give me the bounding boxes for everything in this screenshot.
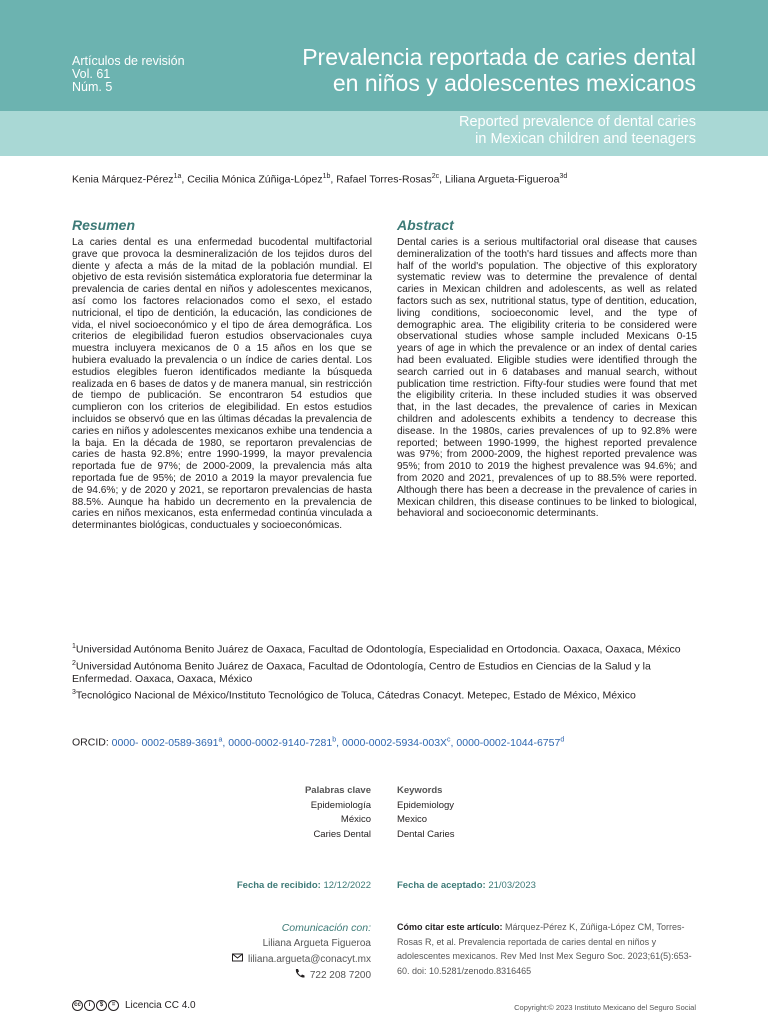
keyword-en: Dental Caries [397, 828, 455, 840]
article-title [176, 44, 696, 96]
keywords-es-heading: Palabras clave [304, 785, 371, 796]
affiliation-sup: 2 [72, 659, 76, 667]
abstract-text: Dental caries is a serious multifactorial oral disease that causes demineralization of the tooth's hard tissues and affects more than half of the world's population. The objective of this exploratory systematic review was to determine the prevalence of dental caries in Mexican children and adolescents, as well as related factors such as sex, nutritional status, type of dentition, education, living conditions, socioeconomic level, and the type of demographic area. The eligibility criteria to be considered were observational studies whose sample included Mexicans 0-15 years of age in which the prevalence or an index of dental caries had been evaluated. Eligible studies were identified through the search carried out in 6 databases and manual search, without publication time restriction. Fifty-four studies were found that met the eligibility criteria. In these included studies it was observed that, in the last decades, the prevalence of caries in Mexican children and adolescents exhibits a tendency to decrease this disease. In the 1980s, caries prevalences of up to 92.8% were reported; between 1990-1999, the highest reported prevalence was 97%; from 2000-2009, the highest reported prevalence was 95%; from 2010 to 2019 the highest prevalence was 94.6%; and from 2020 and 2021, prevalences of up to 88.5% were reported. Although there has been a decrease in the prevalence of caries in Mexican children, this disease continues to be linked to biological, behavioral and socioeconomic determinants. [397, 237, 697, 520]
correspondence-email[interactable]: liliana.argueta@conacyt.mx [248, 954, 371, 965]
subtitle-line-2: in Mexican children and teenagers [475, 131, 696, 147]
orcid-sup: c [447, 736, 451, 743]
number-label: Núm. 5 [72, 80, 113, 94]
volume-label: Vol. 61 [72, 67, 111, 81]
article-subtitle [176, 114, 696, 148]
affiliation-sup: 1 [72, 643, 76, 650]
orcid-link[interactable]: 0000-0002-1044-6757 [456, 736, 561, 749]
received-label: Fecha de recibido: [236, 880, 321, 891]
orcid-sup: a [218, 736, 223, 743]
correspondence-phone-row [232, 968, 371, 984]
abstract-heading: Abstract [397, 217, 454, 233]
affiliation-item [72, 657, 702, 687]
correspondence-heading: Comunicación con: [281, 922, 371, 934]
orcid-label: ORCID: [72, 736, 109, 749]
license [72, 1000, 196, 1011]
phone-icon [294, 968, 305, 979]
keywords-english [397, 784, 455, 842]
affiliation-text: Universidad Autónoma Benito Juárez de Oaxaca, Facultad de Odontología, Centro de Estudios en Ciencias de la Salud y la Enfermedad. Oaxaca, Oaxaca, México [72, 660, 651, 685]
keywords-spanish [305, 784, 371, 842]
author-name: Rafael Torres-Rosas [336, 173, 432, 186]
keyword-es: Epidemiología [310, 799, 371, 811]
subtitle-line-1: Reported prevalence of dental caries [459, 114, 696, 130]
keyword-es: México [340, 814, 371, 825]
keyword-es: Caries Dental [313, 828, 371, 840]
accepted-date [397, 880, 536, 891]
citation-text: Márquez-Pérez K, Zúñiga-López CM, Torres-Rosas R, et al. Prevalencia reportada de caries dental en niños y adolescentes mexicanos. Rev Med Inst Mex Seguro Soc. 2023;61(5):653-60. doi: 10.5281/zenodo.8316465 [397, 922, 692, 976]
affiliation-item [72, 686, 702, 703]
resumen-heading: Resumen [72, 217, 136, 233]
affiliation-item [72, 640, 702, 657]
keyword-en: Epidemiology [397, 799, 455, 811]
email-icon [232, 952, 243, 963]
author-sup: 1b [322, 173, 331, 180]
license-label: Licencia CC 4.0 [125, 1000, 196, 1011]
citation-block [397, 920, 703, 978]
cc-license-icon: cc i $ = [72, 1000, 120, 1011]
author-name: Cecilia Mónica Zúñiga-López [187, 173, 323, 186]
orcid-link[interactable]: 0000-0002-5934-003X [341, 736, 448, 749]
keyword-en: Mexico [397, 814, 428, 825]
correspondence-name: Liliana Argueta Figueroa [262, 938, 371, 949]
orcid-link[interactable]: 0000- 0002-0589-3691 [111, 736, 219, 749]
correspondence-email-row [232, 952, 371, 968]
orcid-line: ORCID: 0000- 0002-0589-3691$^a$, 0000-0002-9140-7281$^b$, $0000-0002-5934-003X^c$, 0000-0002-1044-6757$^d$ [72, 736, 565, 749]
accepted-value: 21/03/2023 [488, 880, 536, 891]
received-date [237, 880, 371, 891]
orcid-link[interactable]: 0000-0002-9140-7281 [228, 736, 333, 749]
title-line-2: en niños y adolescentes mexicanos [332, 70, 696, 96]
title-line-1: Prevalencia reportada de caries dental [302, 44, 696, 70]
resumen-text: La caries dental es una enfermedad bucodental multifactorial grave que provoca la desmineralización de los tejidos duros del diente y afecta a más de la mitad de la población mundial. El objetivo de esta revisión sistemática exploratoria fue determinar la prevalencia de caries dental en niños y adolescentes mexicanos, así como los factores relacionados como el sexo, el estado nutricional, el tipo de dentición, la educación, las condiciones de vida, el nivel socioeconómico y el tipo de área demográfica. Los criterios de elegibilidad fueron estudios observacionales cuya muestra incluyera mexicanos de 0 a 15 años en los que se hubiera evaluado la prevalencia o un índice de caries dental. Los estudios elegibles fueron identificados mediante la búsqueda realizada en 6 bases de datos y de manera manual, sin restricción de tiempo de publicación. Se encontraron 54 estudios que cumplieron con los criterios de elegibilidad. En estos estudios incluidos se observó que en las últimas décadas la prevalencia de caries en niños y adolescentes mexicanos exhibe una tendencia a la baja. En la década de 1980, se reportaron prevalencias de caries de hasta 92.8%; entre 1990-1999, la mayor prevalencia reportada fue de 97%; de 2000-2009, la prevalencia más alta reportada fue de 95%; de 2010 a 2019 la mayor prevalencia fue de 94.6%; y de 2020 y 2021, se reportaron prevalencias de hasta 88.5%. Aunque ha habido un decremento en la prevalencia de caries en niños mexicanos, esta enfermedad continúa vinculada a determinantes biológicas, conductuales y socioeconómicas. [72, 237, 372, 532]
affiliations [72, 640, 702, 703]
citation-label: Cómo citar este artículo: [397, 922, 503, 932]
affiliation-text: Tecnológico Nacional de México/Instituto Tecnológico de Toluca, Cátedras Conacyt. Metepec, Estado de México, México [75, 689, 636, 702]
copyright: Copyright:© 2023 Instituto Mexicano del Seguro Social [514, 1003, 696, 1012]
issue-info [72, 55, 185, 94]
orcid-sup: d [560, 736, 565, 743]
author-list: Kenia Márquez-Pérez$^{1a}$, Cecilia Mónica Zúñiga-López$^{1b}$, Rafael Torres-Rosas$^{2c}$, Liliana Argueta-Figueroa$^{3d}$ [72, 173, 568, 186]
author-name: Kenia Márquez-Pérez [72, 173, 174, 186]
author-sup: 2c [431, 173, 440, 180]
correspondence-phone: 722 208 7200 [309, 970, 371, 981]
accepted-label: Fecha de aceptado: [397, 880, 486, 891]
section-label: Artículos de revisión [72, 54, 185, 68]
orcid-sup: b [332, 736, 337, 743]
correspondence-block [232, 920, 371, 984]
author-sup: 3d [559, 173, 568, 180]
affiliation-text: Universidad Autónoma Benito Juárez de Oaxaca, Facultad de Odontología, Especialidad en Ortodoncia. Oaxaca, Oaxaca, México [75, 643, 681, 656]
keywords-en-heading: Keywords [397, 785, 443, 796]
affiliation-sup: 3 [72, 689, 76, 696]
author-sup: 1a [173, 173, 182, 180]
author-name: Liliana Argueta-Figueroa [445, 173, 560, 186]
received-value: 12/12/2022 [323, 880, 371, 891]
